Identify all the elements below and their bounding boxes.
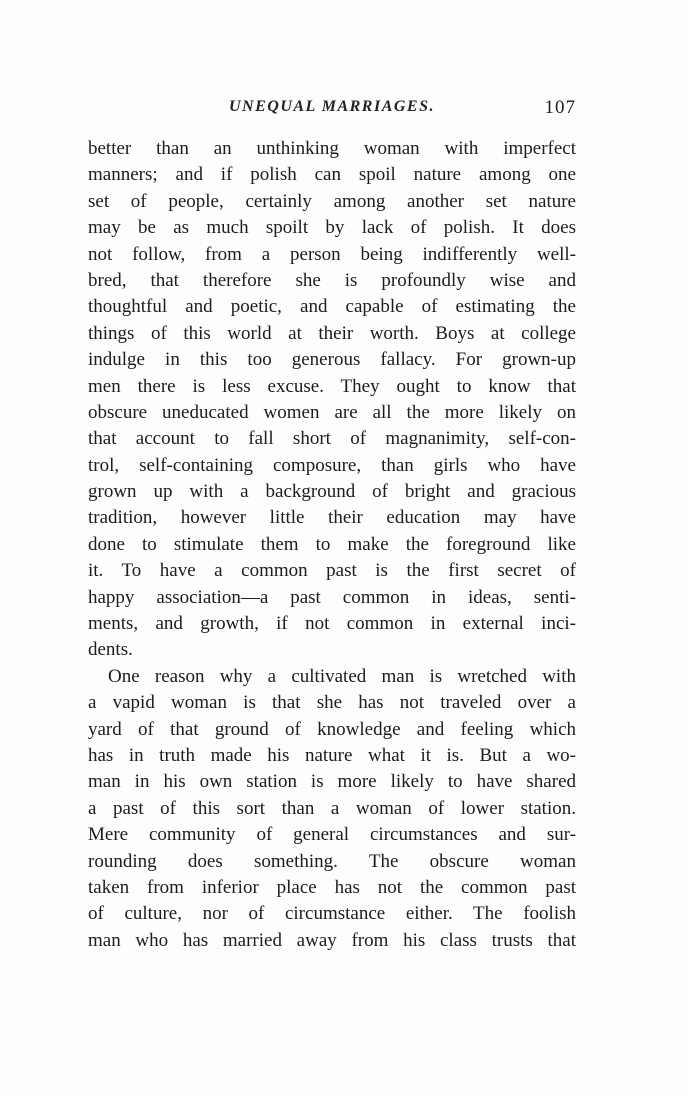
text-line: happy association—a past common in ideas, senti- xyxy=(88,586,576,608)
page-number: 107 xyxy=(544,97,576,118)
text-line: of culture, nor of circumstance either. The foolish xyxy=(88,903,576,925)
text-line: better than an unthinking woman with imperfect xyxy=(88,138,576,159)
running-title: UNEQUAL MARRIAGES. xyxy=(228,98,435,115)
text-line: it. To have a common past is the first secret of xyxy=(88,560,576,582)
text-line: tradition, however little their education may have xyxy=(88,507,576,529)
text-line: a vapid woman is that she has not traveled over a xyxy=(88,692,576,714)
text-line: manners; and if polish can spoil nature among one xyxy=(88,164,576,186)
text-line: dents. xyxy=(88,639,133,661)
text-line: set of people, certainly among another set nature xyxy=(88,190,576,212)
text-line: ments, and growth, if not common in external inci- xyxy=(88,613,576,635)
text-line: indulge in this too generous fallacy. For grown-up xyxy=(88,349,576,371)
text-line: grown up with a background of bright and gracious xyxy=(88,481,576,503)
text-line: rounding does something. The obscure woman xyxy=(88,850,576,872)
text-line: trol, self-containing composure, than girls who have xyxy=(88,454,576,476)
text-line: man in his own station is more likely to have shared xyxy=(88,771,576,793)
page-body xyxy=(88,136,576,954)
paragraph-2 xyxy=(88,664,576,954)
text-line: taken from inferior place has not the common past xyxy=(88,876,576,898)
text-line: things of this world at their worth. Boys at college xyxy=(88,322,576,344)
text-line: obscure uneducated women are all the more likely on xyxy=(88,401,576,423)
text-line: not follow, from a person being indifferently well- xyxy=(88,243,576,265)
text-line: that account to fall short of magnanimity, self-con- xyxy=(88,428,576,450)
text-line: bred, that therefore she is profoundly wise and xyxy=(88,269,576,291)
text-line: yard of that ground of knowledge and feeling which xyxy=(88,718,576,740)
text-line: a past of this sort than a woman of lower station. xyxy=(88,797,576,819)
text-line: One reason why a cultivated man is wretched with xyxy=(108,665,576,687)
text-line: man who has married away from his class trusts that xyxy=(88,929,576,951)
text-line: may be as much spoilt by lack of polish. It does xyxy=(88,217,576,239)
page-header xyxy=(88,98,576,122)
text-line: done to stimulate them to make the foreground like xyxy=(88,533,576,555)
paragraph-1 xyxy=(88,136,576,664)
text-line: Mere community of general circumstances and sur- xyxy=(88,824,576,846)
text-line: thoughtful and poetic, and capable of estimating the xyxy=(88,296,576,318)
text-line: has in truth made his nature what it is. But a wo- xyxy=(88,744,576,766)
text-line: men there is less excuse. They ought to know that xyxy=(88,375,576,397)
